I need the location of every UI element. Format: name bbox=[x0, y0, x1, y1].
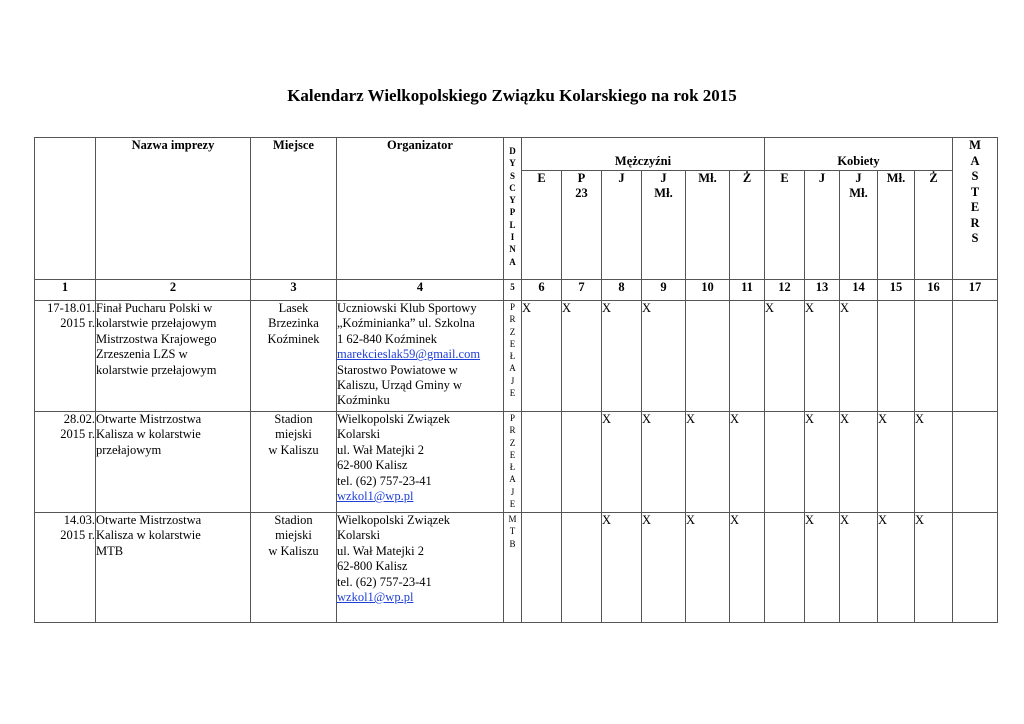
category-mark bbox=[915, 301, 953, 412]
date-header bbox=[35, 138, 96, 280]
category-mark: X bbox=[642, 301, 686, 412]
category-mark: X bbox=[840, 301, 878, 412]
category-mark: X bbox=[730, 412, 765, 513]
category-mark: X bbox=[840, 513, 878, 623]
col-number: 8 bbox=[602, 280, 642, 301]
header-row-1 bbox=[35, 138, 998, 171]
category-mark: X bbox=[805, 513, 840, 623]
category-mark: X bbox=[686, 513, 730, 623]
category-mark bbox=[878, 301, 915, 412]
event-organizer: Wielkopolski Związek Kolarski ul. Wał Matejki 2 62-800 Kalisz tel. (62) 757-23-41 wzkol1@wp.pl bbox=[337, 412, 504, 513]
email-link[interactable]: wzkol1@wp.pl bbox=[337, 590, 414, 605]
category-mark: X bbox=[522, 301, 562, 412]
category-mark bbox=[953, 301, 998, 412]
men-col-j-ml: J Mł. bbox=[642, 171, 686, 280]
category-mark bbox=[522, 513, 562, 623]
event-name-header: Nazwa imprezy bbox=[96, 138, 251, 280]
men-col-z: Ż bbox=[730, 171, 765, 280]
event-rows bbox=[35, 301, 998, 623]
event-date: 17-18.01. 2015 r. bbox=[35, 301, 96, 412]
category-mark bbox=[730, 301, 765, 412]
event-place: Lasek Brzezinka Koźminek bbox=[251, 301, 337, 412]
event-place: Stadion miejski w Kaliszu bbox=[251, 412, 337, 513]
page-title: Kalendarz Wielkopolskiego Związku Kolarskiego na rok 2015 bbox=[287, 86, 737, 105]
column-numbers-row bbox=[35, 280, 998, 301]
men-col-e: E bbox=[522, 171, 562, 280]
category-mark: X bbox=[878, 513, 915, 623]
place-header: Miejsce bbox=[251, 138, 337, 280]
category-mark: X bbox=[915, 412, 953, 513]
category-mark: X bbox=[602, 513, 642, 623]
category-mark: X bbox=[602, 412, 642, 513]
category-mark: X bbox=[730, 513, 765, 623]
email-link[interactable]: marekcieslak59@gmail.com bbox=[337, 347, 481, 362]
col-number: 7 bbox=[562, 280, 602, 301]
col-number: 15 bbox=[878, 280, 915, 301]
category-mark bbox=[765, 513, 805, 623]
category-mark bbox=[953, 412, 998, 513]
event-discipline: P R Z E Ł A J E bbox=[504, 301, 522, 412]
table-row bbox=[35, 412, 998, 513]
category-mark bbox=[765, 412, 805, 513]
col-number: 9 bbox=[642, 280, 686, 301]
category-mark bbox=[562, 412, 602, 513]
col-number: 11 bbox=[730, 280, 765, 301]
women-col-j: J bbox=[805, 171, 840, 280]
category-mark: X bbox=[878, 412, 915, 513]
category-mark: X bbox=[642, 513, 686, 623]
category-mark: X bbox=[602, 301, 642, 412]
event-discipline: M T B bbox=[504, 513, 522, 623]
col-number: 3 bbox=[251, 280, 337, 301]
event-organizer: Uczniowski Klub Sportowy „Koźminianka” ul. Szkolna 1 62-840 Koźminek marekcieslak59@gmail.com Starostwo Powiatowe w Kaliszu, Urząd Gminy w Koźminku bbox=[337, 301, 504, 412]
category-mark: X bbox=[840, 412, 878, 513]
organizer-header: Organizator bbox=[337, 138, 504, 280]
table-row bbox=[35, 301, 998, 412]
calendar-table bbox=[34, 137, 998, 623]
col-number: 4 bbox=[337, 280, 504, 301]
category-mark bbox=[686, 301, 730, 412]
category-mark: X bbox=[642, 412, 686, 513]
men-col-ml: Mł. bbox=[686, 171, 730, 280]
table-row bbox=[35, 513, 998, 623]
col-number: 10 bbox=[686, 280, 730, 301]
men-col-p23: P 23 bbox=[562, 171, 602, 280]
col-number: 17 bbox=[953, 280, 998, 301]
category-mark bbox=[562, 513, 602, 623]
col-number: 6 bbox=[522, 280, 562, 301]
women-col-j-ml: J Mł. bbox=[840, 171, 878, 280]
col-number: 5 bbox=[504, 280, 522, 301]
col-number: 14 bbox=[840, 280, 878, 301]
category-mark bbox=[522, 412, 562, 513]
event-discipline: P R Z E Ł A J E bbox=[504, 412, 522, 513]
event-date: 14.03. 2015 r. bbox=[35, 513, 96, 623]
event-name: Otwarte Mistrzostwa Kalisza w kolarstwie MTB bbox=[96, 513, 251, 623]
event-date: 28.02. 2015 r. bbox=[35, 412, 96, 513]
masters-header: M A S T E R S bbox=[953, 138, 998, 280]
men-col-j: J bbox=[602, 171, 642, 280]
category-mark: X bbox=[686, 412, 730, 513]
category-mark: X bbox=[562, 301, 602, 412]
category-mark: X bbox=[805, 412, 840, 513]
category-mark: X bbox=[915, 513, 953, 623]
event-name: Otwarte Mistrzostwa Kalisza w kolarstwie przełajowym bbox=[96, 412, 251, 513]
col-number: 2 bbox=[96, 280, 251, 301]
email-link[interactable]: wzkol1@wp.pl bbox=[337, 489, 414, 504]
event-name: Finał Pucharu Polski w kolarstwie przełajowym Mistrzostwa Krajowego Zrzeszenia LZS w kolarstwie przełajowym bbox=[96, 301, 251, 412]
women-header: Kobiety bbox=[765, 138, 953, 171]
women-col-ml: Mł. bbox=[878, 171, 915, 280]
category-mark: X bbox=[765, 301, 805, 412]
women-col-e: E bbox=[765, 171, 805, 280]
category-mark bbox=[953, 513, 998, 623]
event-place: Stadion miejski w Kaliszu bbox=[251, 513, 337, 623]
col-number: 12 bbox=[765, 280, 805, 301]
col-number: 13 bbox=[805, 280, 840, 301]
category-mark: X bbox=[805, 301, 840, 412]
event-organizer: Wielkopolski Związek Kolarski ul. Wał Matejki 2 62-800 Kalisz tel. (62) 757-23-41 wzkol1@wp.pl bbox=[337, 513, 504, 623]
men-header: Mężczyźni bbox=[522, 138, 765, 171]
col-number: 16 bbox=[915, 280, 953, 301]
women-col-z: Ż bbox=[915, 171, 953, 280]
discipline-header: D Y S C Y P L I N A bbox=[504, 138, 522, 280]
col-number: 1 bbox=[35, 280, 96, 301]
